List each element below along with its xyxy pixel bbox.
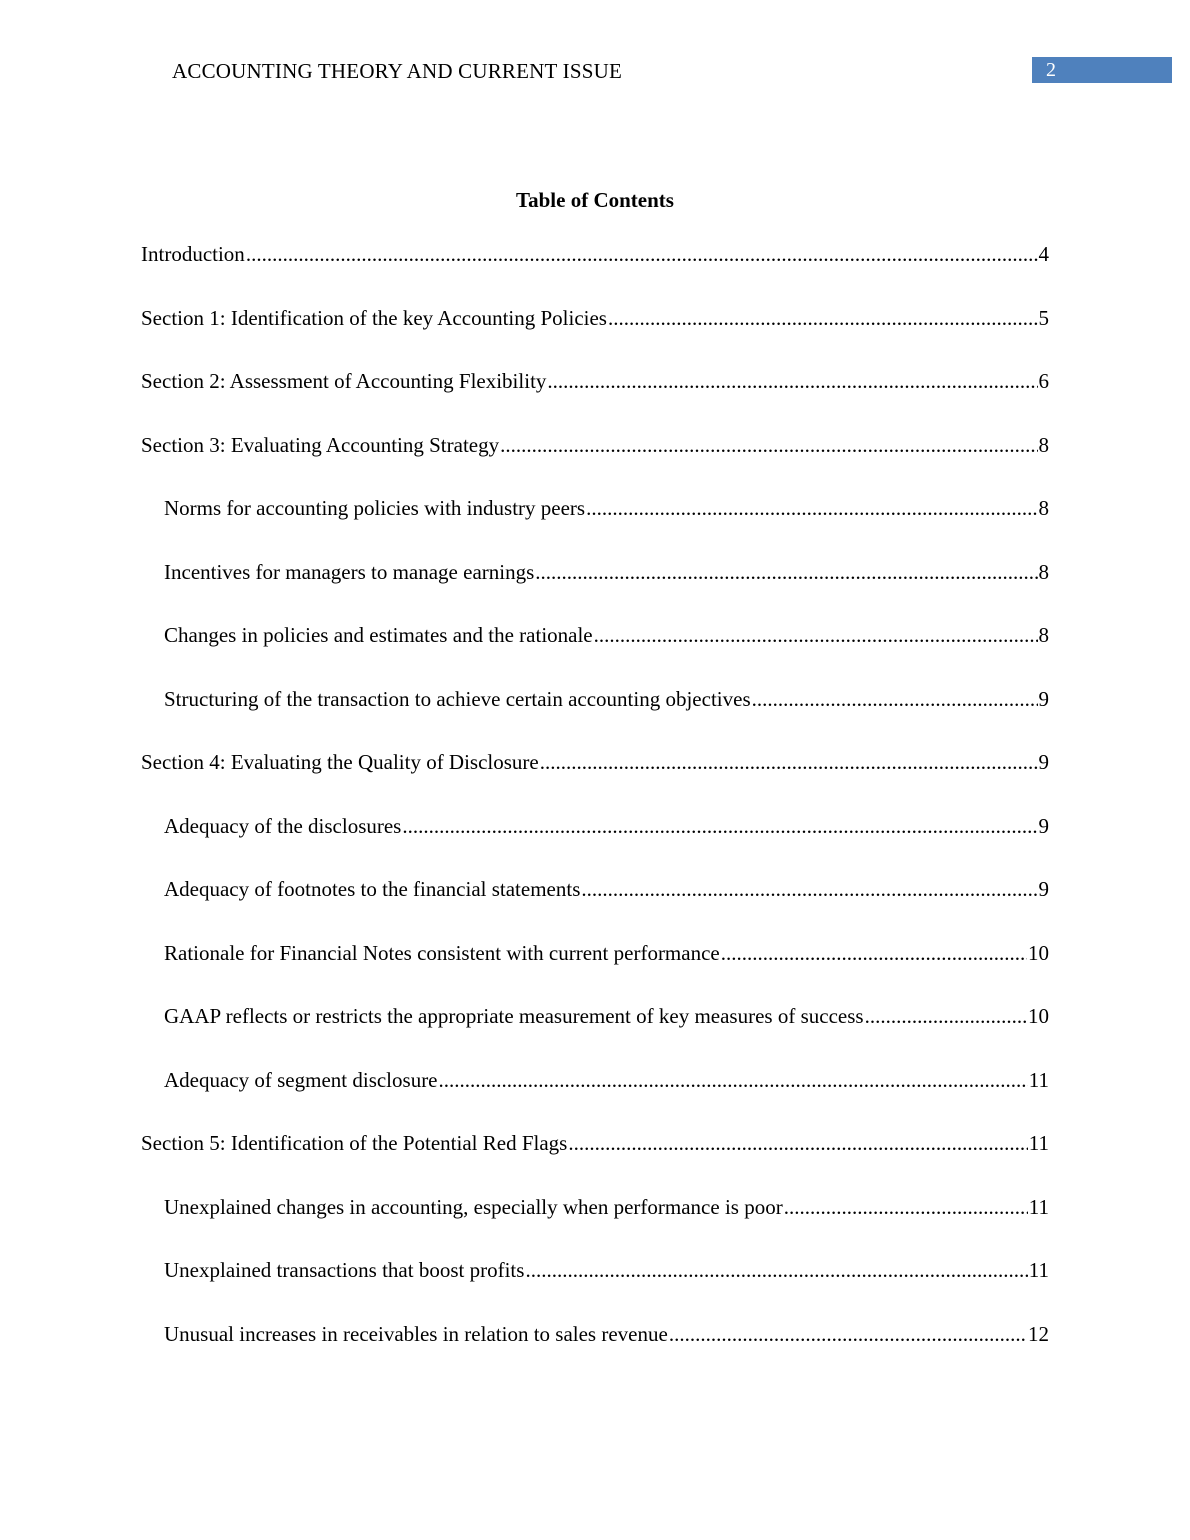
toc-entry[interactable] <box>141 1320 1049 1384</box>
toc-entry[interactable] <box>141 1256 1049 1320</box>
toc-dot-leader <box>669 1320 1027 1348</box>
toc-dot-leader <box>439 1066 1028 1094</box>
toc-entry-label: GAAP reflects or restricts the appropriate measurement of key measures of success <box>164 1004 864 1028</box>
toc-entry[interactable] <box>141 431 1049 495</box>
toc-entry-label: Introduction <box>141 242 245 266</box>
toc-entry-label: Norms for accounting policies with industry peers <box>164 496 586 520</box>
toc-entry-page-number: 9 <box>1038 686 1049 711</box>
toc-entry-page-number: 11 <box>1028 1131 1049 1155</box>
toc-entry-page-number: 11 <box>1028 1067 1049 1092</box>
toc-entry[interactable] <box>141 367 1049 431</box>
toc-entry-page-number: 9 <box>1038 750 1049 774</box>
toc-dot-leader <box>525 1256 1027 1284</box>
toc-entry-page-number: 8 <box>1038 496 1049 520</box>
toc-entry[interactable] <box>141 748 1049 812</box>
toc-dot-leader <box>246 240 1038 268</box>
toc-entry-label: Changes in policies and estimates and the rationale <box>164 623 593 647</box>
toc-entry-label: Section 4: Evaluating the Quality of Disclosure <box>141 750 539 774</box>
toc-entry[interactable] <box>141 1066 1049 1130</box>
toc-dot-leader <box>784 1193 1028 1221</box>
toc-entry-page-number: 10 <box>1028 1004 1049 1028</box>
toc-entry[interactable] <box>141 1193 1049 1257</box>
toc-entry[interactable] <box>141 875 1049 939</box>
toc-entry-page-number: 11 <box>1028 1194 1049 1219</box>
toc-entry-page-number: 8 <box>1038 559 1049 584</box>
toc-entry-page-number: 5 <box>1038 305 1049 330</box>
toc-entry[interactable] <box>141 558 1049 622</box>
running-header-title: ACCOUNTING THEORY AND CURRENT ISSUE <box>172 59 622 83</box>
toc-entry[interactable] <box>141 240 1049 304</box>
toc-dot-leader <box>608 304 1038 332</box>
toc-entry-page-number: 9 <box>1038 813 1049 838</box>
toc-dot-leader <box>500 431 1037 459</box>
toc-entry-label: Adequacy of footnotes to the financial statements <box>164 877 581 901</box>
toc-entry[interactable] <box>141 812 1049 876</box>
toc-dot-leader <box>568 1129 1027 1157</box>
toc-entry-label: Incentives for managers to manage earnings <box>164 559 535 584</box>
toc-dot-leader <box>594 621 1038 649</box>
toc-dot-leader <box>721 939 1027 967</box>
toc-heading: Table of Contents <box>516 188 674 212</box>
toc-entry[interactable] <box>141 1129 1049 1193</box>
toc-entry[interactable] <box>141 939 1049 1003</box>
toc-entry[interactable] <box>141 1002 1049 1066</box>
toc-dot-leader <box>865 1002 1027 1030</box>
toc-entry-label: Section 2: Assessment of Accounting Flexibility <box>141 369 547 393</box>
toc-entry-page-number: 9 <box>1038 877 1049 901</box>
toc-entry[interactable] <box>141 304 1049 368</box>
toc-dot-leader <box>586 494 1037 522</box>
toc-entry-page-number: 6 <box>1038 369 1049 393</box>
toc-dot-leader <box>581 875 1037 903</box>
table-of-contents <box>141 240 1049 1383</box>
toc-entry-label: Structuring of the transaction to achieve certain accounting objectives <box>164 686 751 711</box>
toc-entry[interactable] <box>141 621 1049 685</box>
toc-entry-label: Adequacy of segment disclosure <box>164 1067 438 1092</box>
toc-entry-label: Section 5: Identification of the Potential Red Flags <box>141 1131 568 1155</box>
toc-entry[interactable] <box>141 685 1049 749</box>
toc-dot-leader <box>752 685 1038 713</box>
toc-entry-page-number: 8 <box>1038 623 1049 647</box>
toc-entry-label: Unusual increases in receivables in relation to sales revenue <box>164 1321 668 1346</box>
toc-entry-label: Unexplained transactions that boost profits <box>164 1258 525 1282</box>
toc-entry-page-number: 10 <box>1028 940 1049 965</box>
toc-entry[interactable] <box>141 494 1049 558</box>
toc-entry-page-number: 12 <box>1028 1321 1049 1346</box>
toc-dot-leader <box>540 748 1038 776</box>
toc-entry-label: Section 3: Evaluating Accounting Strategy <box>141 432 500 457</box>
toc-entry-page-number: 8 <box>1038 432 1049 457</box>
toc-dot-leader <box>535 558 1037 586</box>
page-number-badge: 2 <box>1032 57 1172 83</box>
toc-dot-leader <box>402 812 1037 840</box>
toc-entry-label: Rationale for Financial Notes consistent with current performance <box>164 940 720 965</box>
toc-entry-label: Adequacy of the disclosures <box>164 813 402 838</box>
toc-entry-page-number: 11 <box>1028 1258 1049 1282</box>
toc-entry-page-number: 4 <box>1038 242 1049 266</box>
toc-entry-label: Section 1: Identification of the key Accounting Policies <box>141 305 607 330</box>
toc-dot-leader <box>547 367 1037 395</box>
toc-entry-label: Unexplained changes in accounting, especially when performance is poor <box>164 1194 783 1219</box>
